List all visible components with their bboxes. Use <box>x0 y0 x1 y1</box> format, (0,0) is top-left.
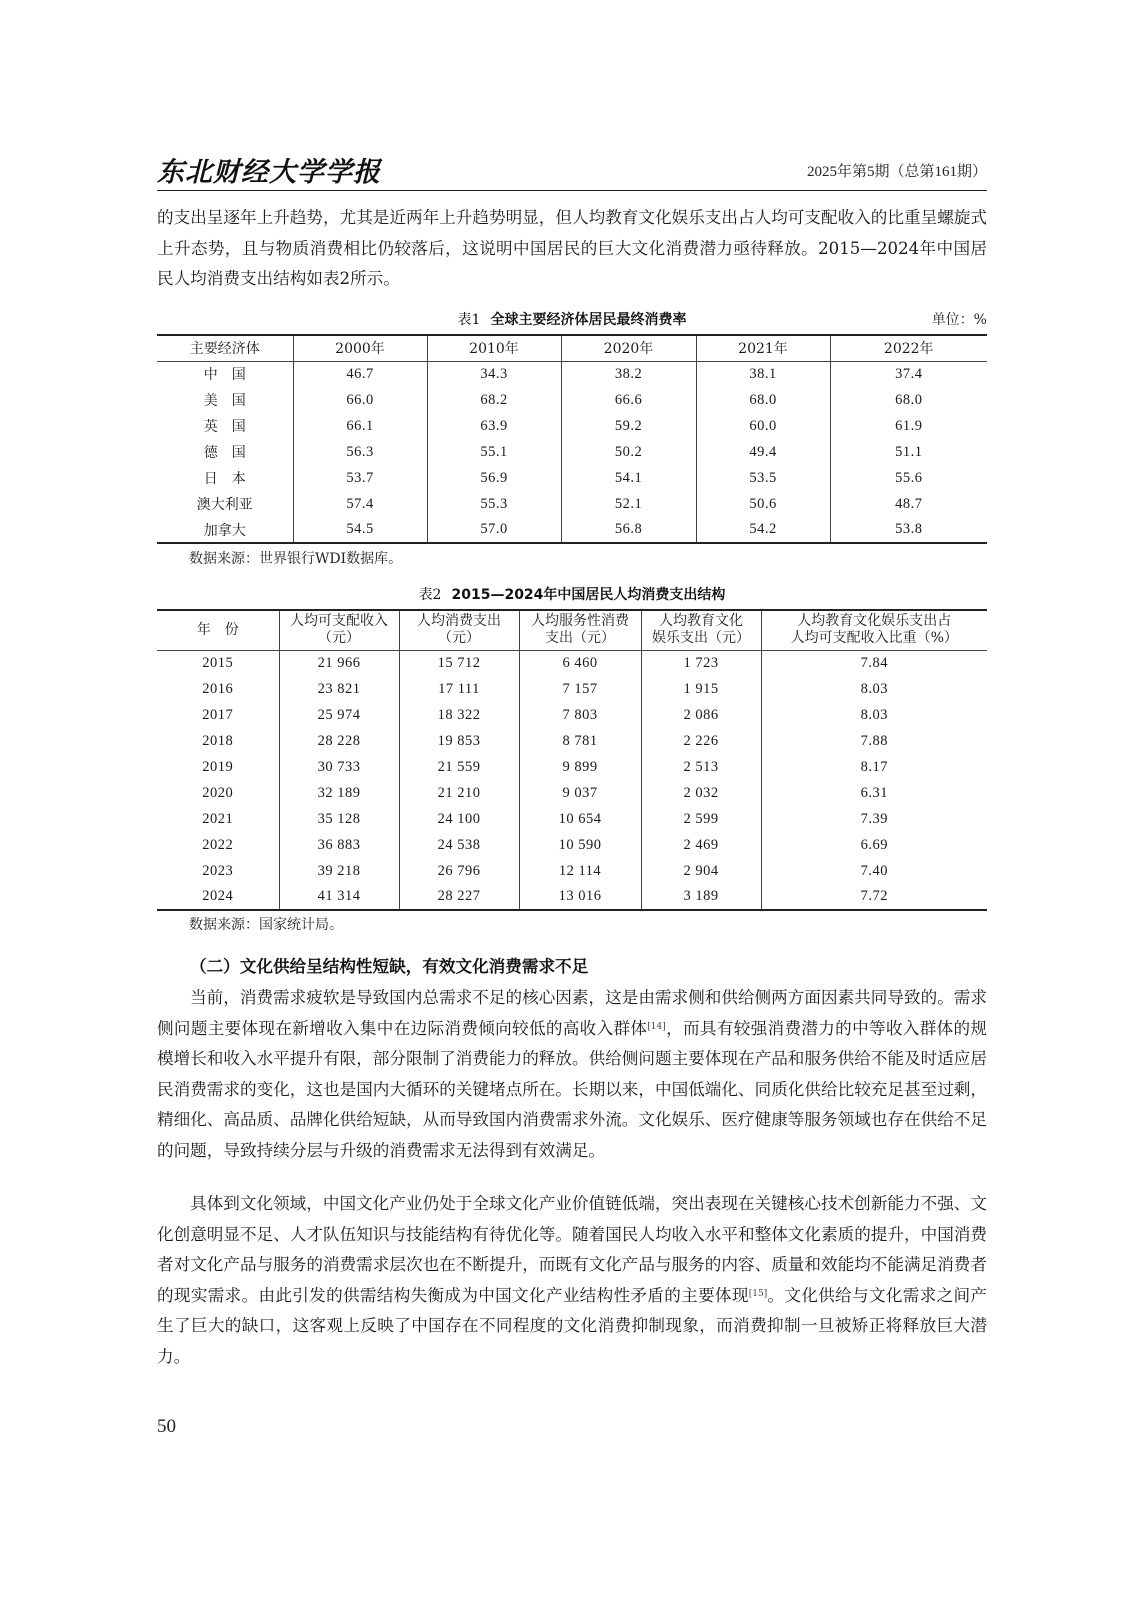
row-label-cell: 德 国 <box>203 445 246 461</box>
value-cell: 54.2 <box>696 517 830 543</box>
value-cell: 32 189 <box>279 780 399 806</box>
value-cell: 13 016 <box>519 884 641 910</box>
value-cell: 8.03 <box>761 702 987 728</box>
value-cell: 48.7 <box>830 491 987 517</box>
value-cell: 55.1 <box>427 439 561 465</box>
value-cell: 66.0 <box>293 387 427 413</box>
value-cell: 6.31 <box>761 780 987 806</box>
value-cell: 15 712 <box>399 650 519 676</box>
value-cell: 38.2 <box>561 361 696 387</box>
table2-header-line: （元） <box>438 630 480 647</box>
value-cell: 53.5 <box>696 465 830 491</box>
section-heading: （二）文化供给呈结构性短缺，有效文化消费需求不足 <box>190 957 589 976</box>
table1-row <box>157 491 987 517</box>
table1 <box>157 334 987 544</box>
row-label-cell: 2024 <box>202 888 234 904</box>
value-cell: 61.9 <box>830 413 987 439</box>
value-cell: 2 904 <box>641 858 761 884</box>
table1-row <box>157 413 987 439</box>
table2-row <box>157 832 987 858</box>
value-cell: 2 599 <box>641 806 761 832</box>
table2-row <box>157 884 987 910</box>
value-cell: 7.72 <box>761 884 987 910</box>
table1-header-cell: 2021年 <box>696 335 830 361</box>
value-cell: 9 037 <box>519 780 641 806</box>
table2-header-cell <box>519 610 641 650</box>
value-cell: 68.0 <box>830 387 987 413</box>
value-cell: 24 100 <box>399 806 519 832</box>
value-cell: 50.2 <box>561 439 696 465</box>
value-cell: 24 538 <box>399 832 519 858</box>
table1-number: 表1 <box>457 312 481 328</box>
value-cell: 57.4 <box>293 491 427 517</box>
table2-header-line: 人均消费支出 <box>417 613 501 630</box>
table2-header-line: 人均服务性消费 <box>531 613 629 630</box>
table2-header-line: 人均可支配收入比重（%） <box>790 630 958 647</box>
table2-header-cell <box>641 610 761 650</box>
table1-title: 全球主要经济体居民最终消费率 <box>490 312 687 328</box>
value-cell: 59.2 <box>561 413 696 439</box>
citation-ref: [14] <box>647 1021 666 1032</box>
row-label-cell: 英 国 <box>203 419 246 435</box>
table2-header-cell <box>157 610 279 650</box>
table2-source: 数据来源：国家统计局。 <box>189 917 343 933</box>
row-label-cell: 2018 <box>202 732 234 749</box>
value-cell: 21 210 <box>399 780 519 806</box>
table2-header-row <box>157 610 987 650</box>
paragraph-text: 。文化供给与文化需求之间产生了巨大的缺口，这客观上反映了中国存在不同程度的文化消费抑制现象，而消费抑制一旦被矫正将释放巨大潜力。 <box>157 1285 988 1366</box>
value-cell: 8.17 <box>761 754 987 780</box>
table1-row <box>157 439 987 465</box>
table1-header-cell: 2010年 <box>427 335 561 361</box>
table2-header-line: 支出（元） <box>545 630 615 647</box>
value-cell: 53.7 <box>293 465 427 491</box>
value-cell: 68.2 <box>427 387 561 413</box>
value-cell: 66.1 <box>293 413 427 439</box>
value-cell: 49.4 <box>696 439 830 465</box>
value-cell: 2 086 <box>641 702 761 728</box>
value-cell: 2 032 <box>641 780 761 806</box>
value-cell: 55.3 <box>427 491 561 517</box>
row-label-cell: 2022 <box>202 836 234 853</box>
value-cell: 23 821 <box>279 676 399 702</box>
table1-row <box>157 465 987 491</box>
value-cell: 7.88 <box>761 728 987 754</box>
value-cell: 25 974 <box>279 702 399 728</box>
table2-row <box>157 754 987 780</box>
value-cell: 38.1 <box>696 361 830 387</box>
table2-header-line: 年 份 <box>196 621 239 638</box>
value-cell: 36 883 <box>279 832 399 858</box>
table1-header-cell: 2000年 <box>293 335 427 361</box>
table2-row <box>157 858 987 884</box>
row-label-cell: 2019 <box>202 758 234 775</box>
value-cell: 6 460 <box>519 650 641 676</box>
value-cell: 41 314 <box>279 884 399 910</box>
value-cell: 1 723 <box>641 650 761 676</box>
row-label-cell: 2016 <box>202 680 234 697</box>
table2-row <box>157 780 987 806</box>
value-cell: 8 781 <box>519 728 641 754</box>
intro-paragraph: 的支出呈逐年上升趋势，尤其是近两年上升趋势明显，但人均教育文化娱乐支出占人均可支配收入的比重呈螺旋式上升态势，且与物质消费相比仍较落后，这说明中国居民的巨大文化消费潜力亟待释放。2015—2024年中国居民人均消费支出结构如表2所示。 <box>157 208 987 289</box>
table2-row <box>157 728 987 754</box>
value-cell: 54.5 <box>293 517 427 543</box>
table2-header-line: 人均教育文化 <box>659 613 743 630</box>
journal-name: 东北财经大学学报 <box>157 157 381 188</box>
value-cell: 54.1 <box>561 465 696 491</box>
row-label-cell: 澳大利亚 <box>196 497 253 513</box>
value-cell: 28 228 <box>279 728 399 754</box>
value-cell: 35 128 <box>279 806 399 832</box>
paragraph-text: 当前，消费需求疲软是导致国内总需求不足的核心因素，这是由需求侧和供给侧两方面因素共同导致的。需求侧问题主要体现在新增收入集中在边际消费倾向较低的高收入群体 <box>157 988 987 1038</box>
running-header <box>157 150 987 190</box>
row-label-cell: 美 国 <box>203 393 246 409</box>
table2 <box>157 609 987 911</box>
value-cell: 56.8 <box>561 517 696 543</box>
citation-ref: [15] <box>748 1288 768 1299</box>
value-cell: 12 114 <box>519 858 641 884</box>
value-cell: 53.8 <box>830 517 987 543</box>
value-cell: 34.3 <box>427 361 561 387</box>
table2-number: 表2 <box>418 587 442 603</box>
row-label-cell: 中 国 <box>203 367 246 384</box>
table2-header-cell <box>399 610 519 650</box>
value-cell: 56.9 <box>427 465 561 491</box>
value-cell: 28 227 <box>399 884 519 910</box>
table2-header-cell <box>279 610 399 650</box>
value-cell: 46.7 <box>293 361 427 387</box>
row-label-cell: 2020 <box>202 784 234 801</box>
table2-title: 2015—2024年中国居民人均消费支出结构 <box>451 587 726 603</box>
table2-row <box>157 676 987 702</box>
value-cell: 60.0 <box>696 413 830 439</box>
value-cell: 7 157 <box>519 676 641 702</box>
value-cell: 8.03 <box>761 676 987 702</box>
paragraph-text: ，而具有较强消费潜力的中等收入群体的规模增长和收入水平提升有限，部分限制了消费能力的释放。供给侧问题主要体现在产品和服务供给不能及时适应居民消费需求的变化，这也是国内大循环的关键堵点所在。长期以来，中国低端化、同质化供给比较充足甚至过剩，精细化、高品质、品牌化供给短缺，从而导致国内消费需求外流。文化娱乐、医疗健康等服务领域也存在供给不足的问题，导致持续分层与升级的消费需求无法得到有效满足。 <box>157 1018 988 1160</box>
value-cell: 39 218 <box>279 858 399 884</box>
value-cell: 26 796 <box>399 858 519 884</box>
table1-unit: 单位：% <box>931 312 987 328</box>
value-cell: 37.4 <box>830 361 987 387</box>
value-cell: 18 322 <box>399 702 519 728</box>
value-cell: 19 853 <box>399 728 519 754</box>
table2-row <box>157 806 987 832</box>
table2-row <box>157 702 987 728</box>
table2-header-cell <box>761 610 987 650</box>
table1-header-cell: 2022年 <box>830 335 987 361</box>
value-cell: 10 590 <box>519 832 641 858</box>
value-cell: 2 226 <box>641 728 761 754</box>
paragraph-text: 具体到文化领域，中国文化产业仍处于全球文化产业价值链低端，突出表现在关键核心技术创新能力不强、文化创意明显不足、人才队伍知识与技能结构有待优化等。随着国民人均收入水平和整体文化素质的提升，中国消费者对文化产品与服务的消费需求层次也在不断提升，而既有文化产品与服务的内容、质量和效能均不能满足消费者的现实需求。由此引发的供需结构失衡成为中国文化产业结构性矛盾的主要体现 <box>157 1194 987 1305</box>
value-cell: 55.6 <box>830 465 987 491</box>
value-cell: 63.9 <box>427 413 561 439</box>
value-cell: 3 189 <box>641 884 761 910</box>
row-label-cell: 2015 <box>202 654 234 671</box>
table1-row <box>157 517 987 543</box>
value-cell: 51.1 <box>830 439 987 465</box>
section-paragraph-1 <box>157 983 987 1167</box>
value-cell: 10 654 <box>519 806 641 832</box>
issue-info: 2025年第5期（总第161期） <box>806 164 987 180</box>
page-number: 50 <box>157 1416 176 1437</box>
value-cell: 7.84 <box>761 650 987 676</box>
value-cell: 2 469 <box>641 832 761 858</box>
table1-row <box>157 387 987 413</box>
table1-header-cell: 主要经济体 <box>157 335 293 361</box>
header-rule <box>157 190 987 191</box>
row-label-cell: 2021 <box>202 810 234 827</box>
row-label-cell: 2023 <box>202 862 234 879</box>
table2-header-line: 人均可支配收入 <box>290 613 388 630</box>
table1-row <box>157 361 987 387</box>
value-cell: 6.69 <box>761 832 987 858</box>
table2-header-line: 人均教育文化娱乐支出占 <box>797 613 952 630</box>
table1-caption <box>157 309 987 329</box>
value-cell: 7 803 <box>519 702 641 728</box>
value-cell: 7.39 <box>761 806 987 832</box>
row-label-cell: 加拿大 <box>203 522 246 539</box>
value-cell: 9 899 <box>519 754 641 780</box>
value-cell: 57.0 <box>427 517 561 543</box>
table1-header-row <box>157 335 987 361</box>
table2-header-line: （元） <box>318 630 360 647</box>
value-cell: 21 559 <box>399 754 519 780</box>
table1-source: 数据来源：世界银行WDI数据库。 <box>189 551 403 567</box>
value-cell: 68.0 <box>696 387 830 413</box>
section-paragraph-2 <box>157 1189 987 1373</box>
table1-header-cell: 2020年 <box>561 335 696 361</box>
table2-caption <box>157 584 987 604</box>
value-cell: 2 513 <box>641 754 761 780</box>
table2-row <box>157 650 987 676</box>
value-cell: 7.40 <box>761 858 987 884</box>
value-cell: 30 733 <box>279 754 399 780</box>
value-cell: 52.1 <box>561 491 696 517</box>
value-cell: 21 966 <box>279 650 399 676</box>
value-cell: 56.3 <box>293 439 427 465</box>
value-cell: 1 915 <box>641 676 761 702</box>
row-label-cell: 日 本 <box>203 471 246 487</box>
row-label-cell: 2017 <box>202 706 234 723</box>
value-cell: 17 111 <box>399 676 519 702</box>
table2-header-line: 娱乐支出（元） <box>652 630 750 647</box>
value-cell: 50.6 <box>696 491 830 517</box>
value-cell: 66.6 <box>561 387 696 413</box>
